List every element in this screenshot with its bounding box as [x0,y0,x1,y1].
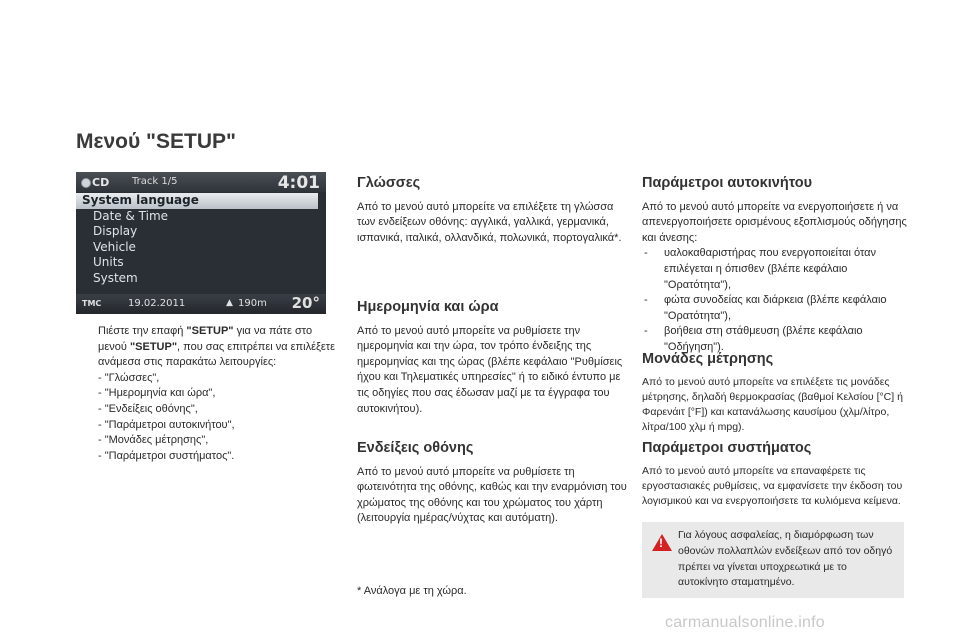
section-datetime [357,300,629,417]
screen-status-bar [76,172,326,192]
footnote: * Ανάλογα με τη χώρα. [357,585,467,597]
navigation-arrow-icon: ▲ [226,298,233,308]
section-text: Από το μενού αυτό μπορείτε να επιλέξετε τη γλώσσα των ενδείξεων οθόνης: αγγλικά, γαλλικά, γερμανικά, ισπανικά, ιταλικά, ολλανδικά, πολωνικά, πορτογαλικά*. [357,200,622,244]
section-heading: Παράμετροι αυτοκινήτου [642,175,813,191]
menu-item-vehicle[interactable]: Vehicle [93,239,136,254]
list-item: - βοήθεια στη στάθμευση (βλέπε κεφάλαιο "Οδήγηση"). [642,324,908,355]
section-heading: Παράμετροι συστήματος [642,440,812,456]
screen-time: 4:01 [277,173,320,193]
safety-warning-box [642,522,904,598]
intro-text-part: , που σας επιτρέπει να επιλέξετε ανάμεσα στις παρακάτω λειτουργίες: [98,340,336,369]
section-vehicle [642,176,908,356]
menu-item-display[interactable]: Display [93,224,138,238]
setup-menu [76,193,326,293]
intro-setup-label: "SETUP" [129,340,178,353]
intro-instructions [78,324,340,464]
intro-list [78,371,340,465]
list-item: - "Γλώσσες", [98,371,160,384]
menu-item-system[interactable]: System [93,270,138,285]
multifunction-screen [76,172,326,314]
section-display [357,441,629,527]
page-title: Μενού "SETUP" [76,130,236,153]
section-text: Από το μενού αυτό μπορείτε να επιλέξετε τις μονάδες μέτρησης, δηλαδή θερμοκρασίας (βαθμοί Κελσίου [°C] ή Φαρενάιτ [°F]) και κατανάλωσης καυσίμου (χλμ/λίτρο, λίτρα/100 χλμ ή mpg). [642,376,903,433]
section-heading: Ημερομηνία και ώρα [357,299,499,315]
section-heading: Μονάδες μέτρησης [642,351,774,367]
intro-text-part: για να πάτε στο μενού [98,325,313,353]
menu-item-date-time[interactable]: Date & Time [93,208,169,223]
section-text: Από το μενού αυτό μπορείτε να ενεργοποιήσετε ή να απενεργοποιήσετε ορισμένους εξοπλισμούς οδήγησης και άνεσης: [642,200,907,244]
screen-track: Track 1/5 [132,176,178,187]
watermark: carmanualsonline.info [665,614,825,631]
screen-tmc: TMC [82,299,102,308]
list-item: - φώτα συνοδείας και διάρκεια (βλέπε κεφάλαιο "Ορατότητα"), [642,293,908,324]
warning-triangle-icon: ! [652,534,672,551]
intro-text [98,324,340,371]
menu-item-system-language[interactable]: System language [76,193,318,209]
section-text: Από το μενού αυτό μπορείτε να ρυθμίσετε την ημερομηνία και την ώρα, τον τρόπο ένδειξης της ημερομηνίας και της ώρας (βλέπε κεφάλαιο "Ρυθμίσεις ήχου και Τηλεματικές υπηρεσίες" ή το ειδικό έντυπο με τις οδηγίες που σας έδωσαν μαζί με τα έγγραφα του αυτοκινήτου). [357,324,623,415]
list-item: - "Ενδείξεις οθόνης", [98,402,198,415]
vehicle-options-list [642,246,908,355]
list-item: - "Παράμετροι συστήματος". [98,449,235,462]
section-units [642,352,908,435]
menu-item-units[interactable]: Units [93,255,124,269]
section-system [642,441,908,509]
section-text: Από το μενού αυτό μπορείτε να επαναφέρετε τις εργοστασιακές ρυθμίσεις, να εμφανίσετε την έκδοση του λογισμικού και να ενεργοποιήσετε τα κυλιόμενα κείμενα. [642,465,903,507]
screen-bottom-bar [76,294,326,314]
screen-date: 19.02.2011 [128,298,186,309]
section-heading: Ενδείξεις οθόνης [357,440,474,456]
list-item: - υαλοκαθαριστήρας που ενεργοποιείται όταν επιλέγεται η όπισθεν (βλέπε κεφάλαιο "Ορατότητα"), [642,246,908,293]
screen-temperature: 20° [291,294,320,312]
intro-text-part: Πιέστε την επαφή [98,325,187,337]
section-languages [357,176,629,246]
list-item: - "Μονάδες μέτρησης", [98,434,209,447]
disc-icon [81,178,91,188]
list-item: - "Ημερομηνία και ώρα", [98,387,216,400]
warning-text: Για λόγους ασφαλείας, η διαμόρφωση των οθονών πολλαπλών ενδείξεων από τον οδηγό πρέπει να γίνεται υποχρεωτικά με το αυτοκίνητο σταματημένο. [678,529,893,589]
screen-source: CD [92,176,110,189]
list-item: - "Παράμετροι αυτοκινήτου", [98,418,235,431]
section-text: Από το μενού αυτό μπορείτε να ρυθμίσετε τη φωτεινότητα της οθόνης, καθώς και την εναρμόνιση του χρώματος της οθόνης και του χρώματος του χάρτη (λειτουργία ημέρας/νύχτας και αυτόματη). [357,465,627,525]
intro-setup-label: "SETUP" [186,325,234,337]
section-heading: Γλώσσες [357,175,421,191]
screen-distance: 190m [238,298,267,309]
